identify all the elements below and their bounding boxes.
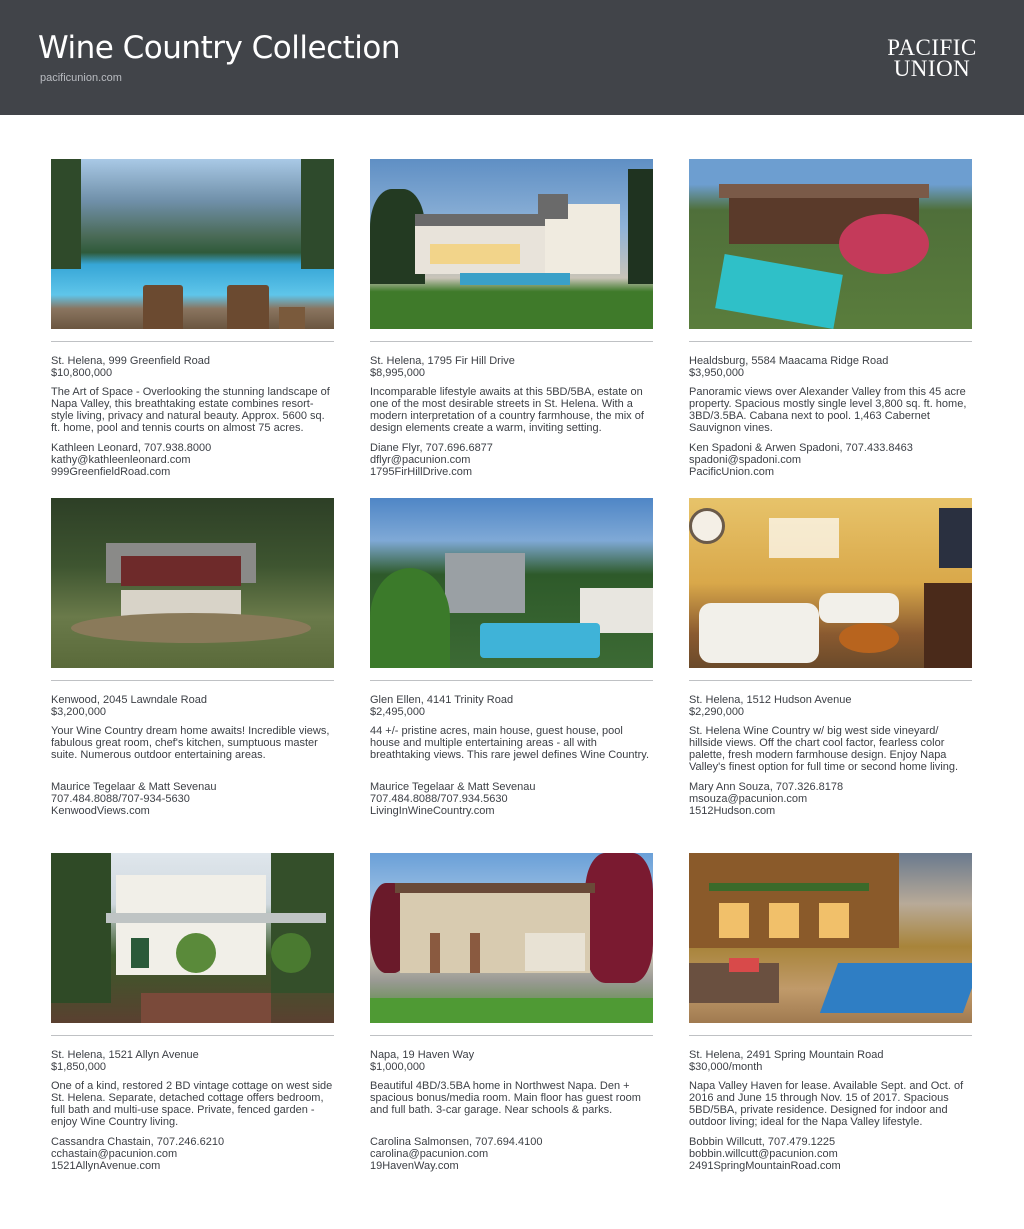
listing-info <box>370 694 653 817</box>
divider <box>689 341 972 342</box>
listing-card <box>689 853 972 1172</box>
listing-description: Napa Valley Haven for lease. Available Sept. and Oct. of 2016 and June 15 through Nov. 15 of 2017. Spacious 5BD/5BA, private residence. Designed for indoor and outdoor living; ideal for the Napa Valley lifestyle. <box>689 1080 964 1128</box>
listing-agent: Mary Ann Souza, 707.326.8178 <box>689 781 844 793</box>
listing-website[interactable]: 1795FirHillDrive.com <box>370 466 473 478</box>
listing-email[interactable]: kathy@kathleenleonard.com <box>51 454 191 466</box>
divider <box>51 680 334 681</box>
listing-description: 44 +/- pristine acres, main house, guest house, pool house and multiple entertaining areas - all with breathtaking views. This rare jewel defines Wine Country. <box>370 725 649 761</box>
listing-info <box>689 694 972 817</box>
listing-phone: 707.484.8088/707-934-5630 <box>51 793 190 805</box>
listing-card <box>370 498 653 817</box>
listing-description: Beautiful 4BD/3.5BA home in Northwest Napa. Den + spacious bonus/media room. Main floor has guest room and full bath. 3-car garage. Near schools & parks. <box>370 1080 641 1116</box>
site-url[interactable]: pacificunion.com <box>40 72 122 84</box>
listing-photo <box>689 498 972 668</box>
listing-website[interactable]: 999GreenfieldRoad.com <box>51 466 171 478</box>
divider <box>370 341 653 342</box>
listing-card <box>51 498 334 817</box>
listing-location: St. Helena, 1512 Hudson Avenue <box>689 694 852 706</box>
listing-agent: Cassandra Chastain, 707.246.6210 <box>51 1136 225 1148</box>
listing-photo <box>51 498 334 668</box>
listing-price: $8,995,000 <box>370 367 426 379</box>
listing-card <box>370 159 653 478</box>
listing-description: One of a kind, restored 2 BD vintage cottage on west side St. Helena. Separate, detached cottage offers bedroom, full bath and multi-use space. Private, fenced garden - enjoy Wine Country living. <box>51 1080 333 1128</box>
listing-website[interactable]: 2491SpringMountainRoad.com <box>689 1160 841 1172</box>
listing-location: Glen Ellen, 4141 Trinity Road <box>370 694 514 706</box>
listing-price: $30,000/month <box>689 1061 763 1073</box>
listing-agent: Maurice Tegelaar & Matt Sevenau <box>370 781 536 793</box>
listing-description: Incomparable lifestyle awaits at this 5BD/5BA, estate on one of the most desirable streets in St. Helena. With a modern interpretation of a country farmhouse, the mix of design elements create a warm, inviting setting. <box>370 386 644 434</box>
listing-agent: Diane Flyr, 707.696.6877 <box>370 442 493 454</box>
listing-agent: Kathleen Leonard, 707.938.8000 <box>51 442 212 454</box>
listing-email[interactable]: carolina@pacunion.com <box>370 1148 489 1160</box>
listing-agent: Ken Spadoni & Arwen Spadoni, 707.433.8463 <box>689 442 913 454</box>
listing-location: St. Helena, 2491 Spring Mountain Road <box>689 1049 884 1061</box>
listing-info <box>370 1049 653 1172</box>
listing-website[interactable]: PacificUnion.com <box>689 466 774 478</box>
listing-price: $1,000,000 <box>370 1061 426 1073</box>
divider <box>51 341 334 342</box>
logo-line-2: UNION <box>893 56 971 81</box>
listing-description: St. Helena Wine Country w/ big west side vineyard/ hillside views. Off the chart cool factor, fearless color palette, fresh modern farmhouse design. Enjoy Napa Valley's finest option for full time or second home living. <box>689 725 959 773</box>
pacific-union-logo <box>878 37 986 79</box>
listing-website[interactable]: KenwoodViews.com <box>51 805 150 817</box>
listing-photo <box>51 853 334 1023</box>
logo-line-1: PACIFIC <box>887 35 977 60</box>
listing-price: $10,800,000 <box>51 367 113 379</box>
listing-info <box>689 1049 972 1172</box>
listing-price: $3,950,000 <box>689 367 745 379</box>
listing-email[interactable]: cchastain@pacunion.com <box>51 1148 178 1160</box>
listing-photo <box>51 159 334 329</box>
listing-location: Napa, 19 Haven Way <box>370 1049 475 1061</box>
listing-location: St. Helena, 1795 Fir Hill Drive <box>370 355 515 367</box>
divider <box>689 1035 972 1036</box>
divider <box>370 1035 653 1036</box>
divider <box>370 680 653 681</box>
listing-description: Your Wine Country dream home awaits! Incredible views, fabulous great room, chef's kitchen, sumptuous master suite. Numerous outdoor entertaining areas. <box>51 725 330 761</box>
listing-info <box>51 355 334 478</box>
listing-card <box>689 498 972 817</box>
listing-info <box>689 355 972 478</box>
listing-info <box>370 355 653 478</box>
listing-info <box>51 694 334 817</box>
listing-card <box>51 159 334 478</box>
listing-location: Healdsburg, 5584 Maacama Ridge Road <box>689 355 889 367</box>
listing-website[interactable]: LivingInWineCountry.com <box>370 805 495 817</box>
page-header <box>0 0 1024 115</box>
listing-card <box>51 853 334 1172</box>
listing-info <box>51 1049 334 1172</box>
listing-photo <box>370 498 653 668</box>
listing-photo <box>689 159 972 329</box>
listing-description: The Art of Space - Overlooking the stunning landscape of Napa Valley, this breathtaking estate combines resort-style living, privacy and natural beauty. Approx. 5600 sq. ft. home, pool and tennis courts on almost 75 acres. <box>51 386 330 434</box>
listing-website[interactable]: 19HavenWay.com <box>370 1160 459 1172</box>
listing-agent: Carolina Salmonsen, 707.694.4100 <box>370 1136 543 1148</box>
listing-agent: Bobbin Willcutt, 707.479.1225 <box>689 1136 836 1148</box>
listing-card <box>370 853 653 1172</box>
listing-description: Panoramic views over Alexander Valley from this 45 acre property. Spacious mostly single level 3,800 sq. ft. home, 3BD/3.5BA. Cabana next to pool. 1,463 Cabernet Sauvignon vines. <box>689 386 967 434</box>
listing-website[interactable]: 1512Hudson.com <box>689 805 776 817</box>
page-title: Wine Country Collection <box>38 30 400 66</box>
listing-email[interactable]: msouza@pacunion.com <box>689 793 808 805</box>
listing-location: St. Helena, 1521 Allyn Avenue <box>51 1049 199 1061</box>
listing-email[interactable]: bobbin.willcutt@pacunion.com <box>689 1148 838 1160</box>
divider <box>689 680 972 681</box>
listing-phone: 707.484.8088/707.934.5630 <box>370 793 508 805</box>
listing-price: $2,290,000 <box>689 706 745 718</box>
listing-photo <box>689 853 972 1023</box>
listing-email[interactable]: dflyr@pacunion.com <box>370 454 471 466</box>
listing-location: Kenwood, 2045 Lawndale Road <box>51 694 207 706</box>
listing-price: $3,200,000 <box>51 706 107 718</box>
listing-location: St. Helena, 999 Greenfield Road <box>51 355 210 367</box>
divider <box>51 1035 334 1036</box>
listing-price: $2,495,000 <box>370 706 426 718</box>
listing-photo <box>370 853 653 1023</box>
listing-email[interactable]: spadoni@spadoni.com <box>689 454 802 466</box>
listing-website[interactable]: 1521AllynAvenue.com <box>51 1160 161 1172</box>
listing-price: $1,850,000 <box>51 1061 107 1073</box>
listing-photo <box>370 159 653 329</box>
listing-card <box>689 159 972 478</box>
listing-agent: Maurice Tegelaar & Matt Sevenau <box>51 781 217 793</box>
